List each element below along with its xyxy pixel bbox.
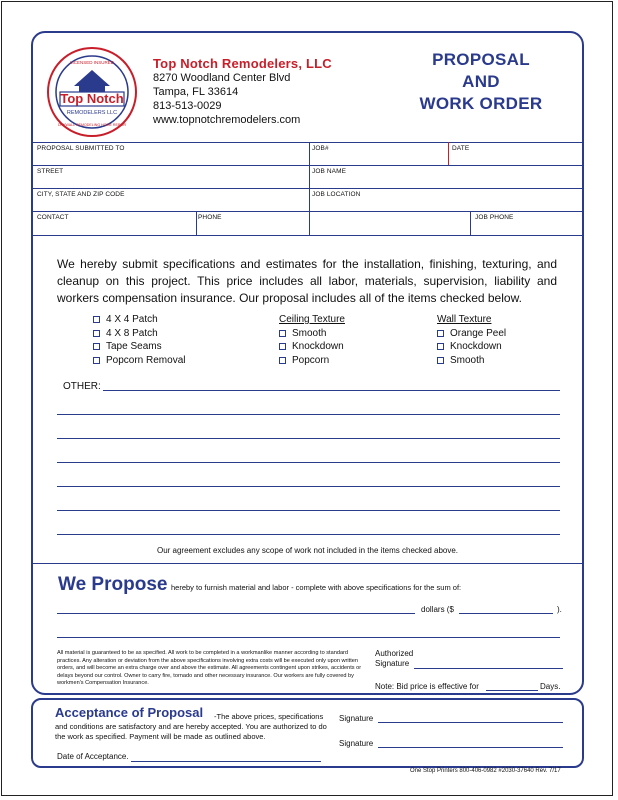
other-line[interactable] (103, 390, 560, 391)
option-tape-seams[interactable] (93, 340, 185, 354)
checkbox[interactable] (93, 316, 100, 323)
other-line[interactable] (57, 438, 560, 439)
checkbox[interactable] (279, 330, 286, 337)
option-wall-knockdown[interactable] (437, 340, 506, 354)
document-title (408, 49, 554, 115)
checkbox[interactable] (437, 343, 444, 350)
option-label: Knockdown (450, 341, 502, 352)
option-wall-orange-peel[interactable] (437, 327, 506, 341)
grid-line (470, 211, 471, 235)
city-state-zip-field[interactable]: CITY, STATE AND ZIP CODE (37, 191, 125, 198)
company-name: Top Notch Remodelers, LLC (153, 56, 332, 71)
options-column-1 (93, 313, 185, 367)
grid-line (196, 211, 197, 235)
date-of-acceptance-label: Date of Acceptance. (57, 752, 129, 761)
title-line-3: WORK ORDER (419, 94, 543, 113)
checkbox[interactable] (279, 343, 286, 350)
option-label: Tape Seams (106, 341, 162, 352)
other-label: OTHER: (63, 381, 101, 392)
terms-fine-print: All material is guaranteed to be as specified. All work to be completed in a workmanlike manner according to standard practices. Any alteration or deviation from the above specifications involving extra costs will be executed only upon written orders, and will become an extra charge over and above the estimate. All agreements contingent upon strikes, accidents or delays beyond our control. Owner to carry fire, tornado and other necessary insurance. Our workers are fully covered by workmen's Compensation Insurance. (57, 650, 362, 686)
company-address: 8270 Woodland Center Blvd (153, 72, 291, 84)
option-label: Smooth (450, 354, 485, 366)
sum-words-line[interactable] (57, 613, 415, 614)
section-divider (31, 563, 584, 564)
bid-note: Note: Bid price is effective for (375, 682, 479, 691)
other-line[interactable] (57, 486, 560, 487)
authorized-signature-line[interactable] (414, 668, 563, 669)
checkbox[interactable] (93, 343, 100, 350)
option-label: Popcorn (292, 354, 330, 366)
other-line[interactable] (57, 414, 560, 415)
intro-paragraph: We hereby submit specifications and estimates for the installation, finishing, texturing, and cleanup on this project. This price includes all labor, materials, supervision, liability and workers compensation insurance. Our proposal includes all of the items checked below. (57, 257, 557, 305)
company-website: www.topnotchremodelers.com (153, 114, 301, 126)
option-label: Orange Peel (450, 327, 507, 339)
checkbox[interactable] (437, 357, 444, 364)
days-label: Days. (540, 682, 561, 691)
we-propose-text: hereby to furnish material and labor - complete with above specifications for the sum of: (171, 583, 462, 592)
company-city: Tampa, FL 33614 (153, 86, 239, 98)
acceptance-text (55, 712, 333, 742)
option-label: Popcorn Removal (106, 354, 186, 366)
other-line[interactable] (57, 510, 560, 511)
authorized-line-1: Authorized (375, 649, 414, 658)
option-ceiling-popcorn[interactable] (279, 354, 345, 368)
job-name-field[interactable]: JOB NAME (312, 168, 347, 175)
acceptance-title: Acceptance of Proposal (55, 705, 204, 720)
grid-line (31, 188, 584, 189)
sum-extra-line[interactable] (57, 637, 560, 638)
company-phone: 813-513-0029 (153, 100, 222, 112)
options-column-wall (437, 313, 506, 367)
title-line-1: PROPOSAL (432, 50, 530, 69)
option-label: 4 X 4 Patch (106, 314, 158, 325)
bid-days-line[interactable] (486, 690, 538, 691)
options-column-ceiling (279, 313, 345, 367)
agreement-note: Our agreement excludes any scope of work not included in the items checked above. (156, 546, 459, 555)
street-field[interactable]: STREET (37, 168, 64, 175)
other-line[interactable] (57, 462, 560, 463)
ceiling-texture-header: Ceiling Texture (279, 314, 345, 325)
company-info (153, 57, 332, 127)
wall-texture-header: Wall Texture (437, 314, 492, 325)
checkbox[interactable] (93, 357, 100, 364)
option-4x4-patch[interactable] (93, 313, 185, 327)
grid-line (31, 235, 584, 236)
proposal-submitted-to-field[interactable]: PROPOSAL SUBMITTED TO (37, 145, 125, 152)
contact-field[interactable]: CONTACT (37, 214, 69, 221)
dollars-label: dollars ($ (421, 605, 454, 614)
acceptance-signature-label-2: Signature (339, 739, 374, 748)
option-label: 4 X 8 Patch (106, 327, 158, 339)
option-wall-smooth[interactable] (437, 354, 506, 368)
sum-amount-line[interactable] (459, 613, 553, 614)
grid-line (448, 142, 449, 165)
option-4x8-patch[interactable] (93, 327, 185, 341)
title-line-2: AND (462, 72, 500, 91)
grid-line (31, 211, 584, 212)
checkbox[interactable] (437, 330, 444, 337)
authorized-signature-label: Signature (375, 659, 410, 668)
logo-arc-top-text: LICENSED INSURED (69, 60, 115, 65)
option-label: Knockdown (292, 341, 344, 352)
date-field[interactable]: DATE (452, 145, 470, 152)
we-propose-title: We Propose (58, 574, 168, 595)
checkbox[interactable] (279, 357, 286, 364)
job-number-field[interactable]: JOB# (312, 145, 329, 152)
grid-line (31, 165, 584, 166)
dollars-close: ). (557, 605, 562, 614)
option-ceiling-smooth[interactable] (279, 327, 345, 341)
company-logo (46, 46, 138, 138)
authorized-label (375, 648, 413, 659)
acceptance-signature-line-2[interactable] (378, 747, 563, 748)
logo-arc-bottom-text: DRYWALL REMODELING HOME REPAIR (57, 123, 127, 127)
logo-sub-text: REMODELERS LLC (66, 110, 118, 116)
grid-line (309, 142, 310, 235)
acceptance-signature-line-1[interactable] (378, 722, 563, 723)
grid-line (31, 142, 584, 143)
acceptance-body: -The above prices, specifications and conditions are satisfactory and are hereby accepted. You are authorized to do the work as specified. Payment will be made as outlined above. (55, 712, 327, 741)
option-ceiling-knockdown[interactable] (279, 340, 345, 354)
checkbox[interactable] (93, 330, 100, 337)
acceptance-signature-label-1: Signature (339, 714, 374, 723)
job-phone-field[interactable]: JOB PHONE (475, 214, 514, 221)
option-popcorn-removal[interactable] (93, 354, 185, 368)
phone-field[interactable]: PHONE (198, 214, 222, 221)
logo-main-text: Top Notch (60, 91, 124, 106)
option-label: Smooth (292, 327, 327, 339)
printer-footer: One Stop Printers 800-406-0982 #2030-37640 Rev. 7/17 (410, 768, 561, 774)
date-of-acceptance-line[interactable] (131, 761, 321, 762)
job-location-field[interactable]: JOB LOCATION (312, 191, 361, 198)
other-line[interactable] (57, 534, 560, 535)
